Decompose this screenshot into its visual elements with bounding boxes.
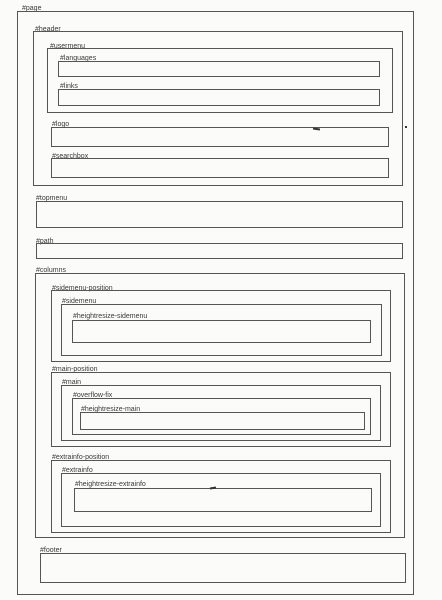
label-header: #header <box>35 26 61 33</box>
label-overflow-fix: #overflow-fix <box>73 392 113 399</box>
logo-box <box>51 127 389 147</box>
searchbox-box <box>51 158 389 178</box>
heightresize-sidemenu-box <box>72 320 371 343</box>
label-topmenu: #topmenu <box>36 195 68 202</box>
heightresize-main-box <box>80 412 365 430</box>
label-main-position: #main-position <box>52 366 98 373</box>
label-columns: #columns <box>36 267 66 274</box>
label-footer: #footer <box>40 547 62 554</box>
label-heightresize-main: #heightresize-main <box>81 406 141 413</box>
label-path: #path <box>36 238 54 245</box>
label-heightresize-sidemenu: #heightresize-sidemenu <box>73 313 148 320</box>
label-searchbox: #searchbox <box>52 153 89 160</box>
label-main: #main <box>62 379 82 386</box>
label-heightresize-extrainfo: #heightresize-extrainfo <box>75 481 146 488</box>
heightresize-extrainfo-box <box>74 488 372 512</box>
label-extrainfo-position: #extrainfo-position <box>52 454 110 461</box>
links-box <box>58 89 380 106</box>
label-sidemenu: #sidemenu <box>62 298 97 305</box>
label-sidemenu-position: #sidemenu-position <box>52 285 113 292</box>
path-box <box>36 243 403 259</box>
label-usermenu: #usermenu <box>50 43 86 50</box>
footer-box <box>40 553 406 583</box>
label-logo: #logo <box>52 121 70 128</box>
label-languages: #languages <box>60 55 97 62</box>
label-extrainfo: #extrainfo <box>62 467 93 474</box>
languages-box <box>58 61 380 77</box>
topmenu-box <box>36 201 403 228</box>
label-links: #links <box>60 83 78 90</box>
label-page: #page <box>22 5 42 12</box>
scan-speck <box>405 126 407 128</box>
